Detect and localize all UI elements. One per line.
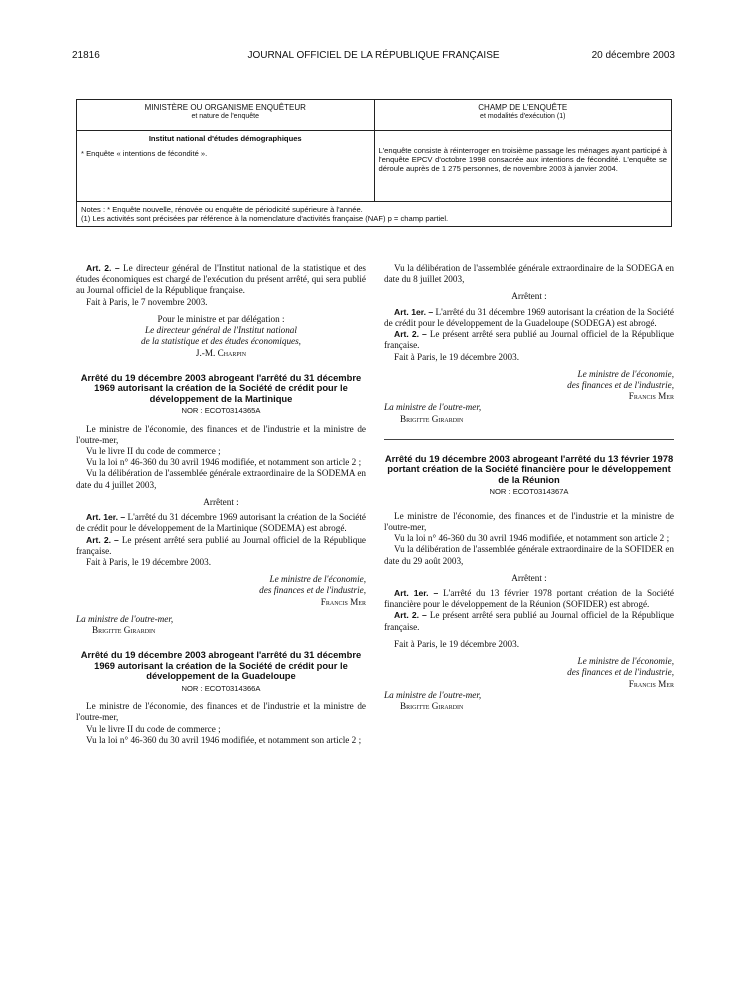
paragraph: Vu la délibération de l'assemblée générale extraordinaire de la SODEGA en date du 8 juillet 2003,	[384, 263, 674, 285]
signatory-name: J.-M. Charpin	[195, 347, 247, 358]
fait-line: Fait à Paris, le 19 décembre 2003.	[86, 557, 212, 567]
signature-line: La ministre de l'outre-mer,	[384, 689, 482, 700]
left-column	[76, 263, 366, 746]
survey-scope: L'enquête consiste à réinterroger en troisième passage les ménages ayant participé à l'enquête EPCV d'octobre 1998 consacrée aux intentions de fécondité. L'enquête se déroule auprès de 1 275 personnes, de novembre 2003 à janvier 2004.	[378, 146, 667, 174]
paragraph: Le ministre de l'économie, des finances et de l'industrie et la ministre de l'outre-mer,	[76, 423, 366, 445]
fait-line: Fait à Paris, le 19 décembre 2003.	[394, 351, 520, 362]
note-1: Notes : * Enquête nouvelle, rénovée ou enquête de périodicité supérieure à l'année.	[81, 205, 363, 214]
nor-reference: NOR : ECOT0314367A	[489, 487, 569, 497]
section-divider	[384, 439, 674, 440]
decree-title: Arrêté du 19 décembre 2003 abrogeant l'arrêté du 31 décembre 1969 autorisant la création de la Société de crédit pour le développement de la Guadeloupe	[80, 649, 362, 682]
nor-reference: NOR : ECOT0314366A	[181, 683, 261, 693]
table-cell-ministry	[77, 131, 375, 202]
signatory-name: Francis Mer	[628, 678, 674, 689]
article-paragraph: Art. 1er. – L'arrêté du 13 février 1978 portant création de la Société financière pour le développement de la Réunion (SOFIDER) est abrogé.	[384, 588, 675, 610]
arretent-line: Arrêtent :	[203, 496, 239, 507]
paragraph: Le ministre de l'économie, des finances et de l'industrie et la ministre de l'outre-mer,	[76, 701, 366, 723]
survey-table	[76, 99, 672, 227]
arretent-line: Arrêtent :	[511, 572, 547, 583]
signatory-name: Brigitte Girardin	[400, 413, 464, 424]
signature-line: des finances et de l'industrie,	[567, 379, 674, 390]
right-column	[384, 263, 674, 712]
decree-title: Arrêté du 19 décembre 2003 abrogeant l'arrêté du 31 décembre 1969 autorisant la création de la Société de crédit pour le développement de la Martinique	[80, 371, 362, 404]
paragraph: Vu la loi n° 46-360 du 30 avril 1946 modifiée, et notamment son article 2 ;	[394, 533, 670, 544]
art2-paragraph: Art. 2. – Le directeur général de l'Institut national de la statistique et des études économiques est chargé de l'exécution du présent arrêté, qui sera publié au Journal officiel de la République française.	[76, 263, 367, 296]
page-number: 21816	[72, 50, 100, 61]
article-paragraph: Art. 2. – Le présent arrêté sera publié au Journal officiel de la République française.	[384, 610, 674, 632]
journal-title: JOURNAL OFFICIEL DE LA RÉPUBLIQUE FRANÇAISE	[247, 50, 500, 61]
signature-line: Le ministre de l'économie,	[577, 368, 674, 379]
fait-line: Fait à Paris, le 7 novembre 2003.	[86, 296, 208, 307]
signature-line: Le ministre de l'économie,	[577, 656, 674, 667]
article-paragraph: Art. 1er. – L'arrêté du 31 décembre 1969 autorisant la création de la Société de crédit pour le développement de la Martinique (SODEMA) est abrogé.	[76, 512, 367, 534]
table-cell-scope	[374, 131, 672, 202]
fait-line: Fait à Paris, le 19 décembre 2003.	[394, 638, 520, 649]
institution-name: Institut national d'études démographiques	[148, 134, 302, 143]
table-header-ministry: MINISTÈRE OU ORGANISME ENQUÊTEUR et nature de l'enquête	[77, 100, 375, 131]
signature-line: des finances et de l'industrie,	[259, 585, 366, 596]
article-paragraph: Art. 1er. – L'arrêté du 31 décembre 1969 autorisant la création de la Société de crédit pour le développement de la Guadeloupe (SODEGA) est abrogé.	[384, 306, 675, 328]
paragraph: Vu le livre II du code de commerce ;	[86, 446, 221, 457]
paragraph: Vu le livre II du code de commerce ;	[86, 723, 221, 734]
article-paragraph: Art. 2. – Le présent arrêté sera publié au Journal officiel de la République française.	[384, 329, 674, 351]
signature-line: des finances et de l'industrie,	[567, 667, 674, 678]
article-paragraph: Art. 2. – Le présent arrêté sera publié au Journal officiel de la République française.	[76, 534, 366, 556]
note-2: (1) Les activités sont précisées par référence à la nomenclature d'activités française (NAF) p = champ partiel.	[81, 214, 449, 224]
paragraph: Vu la loi n° 46-360 du 30 avril 1946 modifiée, et notamment son article 2 ;	[86, 734, 362, 745]
signature-line: Le directeur général de l'Institut national	[145, 325, 297, 336]
table-header-scope: CHAMP DE L'ENQUÊTE et modalités d'exécution (1)	[374, 100, 672, 131]
issue-date: 20 décembre 2003	[591, 50, 675, 61]
paragraph: Vu la délibération de l'assemblée générale extraordinaire de la SOFIDER en date du 29 août 2003,	[384, 544, 674, 566]
page-header	[72, 50, 675, 64]
paragraph: Vu la loi n° 46-360 du 30 avril 1946 modifiée, et notamment son article 2 ;	[86, 457, 362, 468]
signatory-name: Brigitte Girardin	[400, 700, 464, 711]
nor-reference: NOR : ECOT0314365A	[181, 406, 261, 416]
arretent-line: Arrêtent :	[511, 291, 547, 302]
paragraph: Le ministre de l'économie, des finances et de l'industrie et la ministre de l'outre-mer,	[384, 510, 674, 532]
table-notes	[77, 202, 672, 227]
signatory-name: Francis Mer	[628, 391, 674, 402]
signatory-name: Brigitte Girardin	[92, 625, 156, 636]
signature-line: La ministre de l'outre-mer,	[76, 613, 174, 624]
signature-line: La ministre de l'outre-mer,	[384, 402, 482, 413]
survey-name: * Enquête « intentions de fécondité ».	[81, 149, 208, 159]
signatory-name: Francis Mer	[320, 596, 366, 607]
paragraph: Vu la délibération de l'assemblée générale extraordinaire de la SODEMA en date du 4 juillet 2003,	[76, 468, 366, 490]
signature-line: Le ministre de l'économie,	[269, 574, 366, 585]
signature-line: Pour le ministre et par délégation :	[157, 313, 285, 324]
signature-line: de la statistique et des études économiques,	[141, 336, 301, 347]
decree-title: Arrêté du 19 décembre 2003 abrogeant l'arrêté du 13 février 1978 portant création de la Société financière pour le développement de la Réunion	[384, 452, 674, 485]
